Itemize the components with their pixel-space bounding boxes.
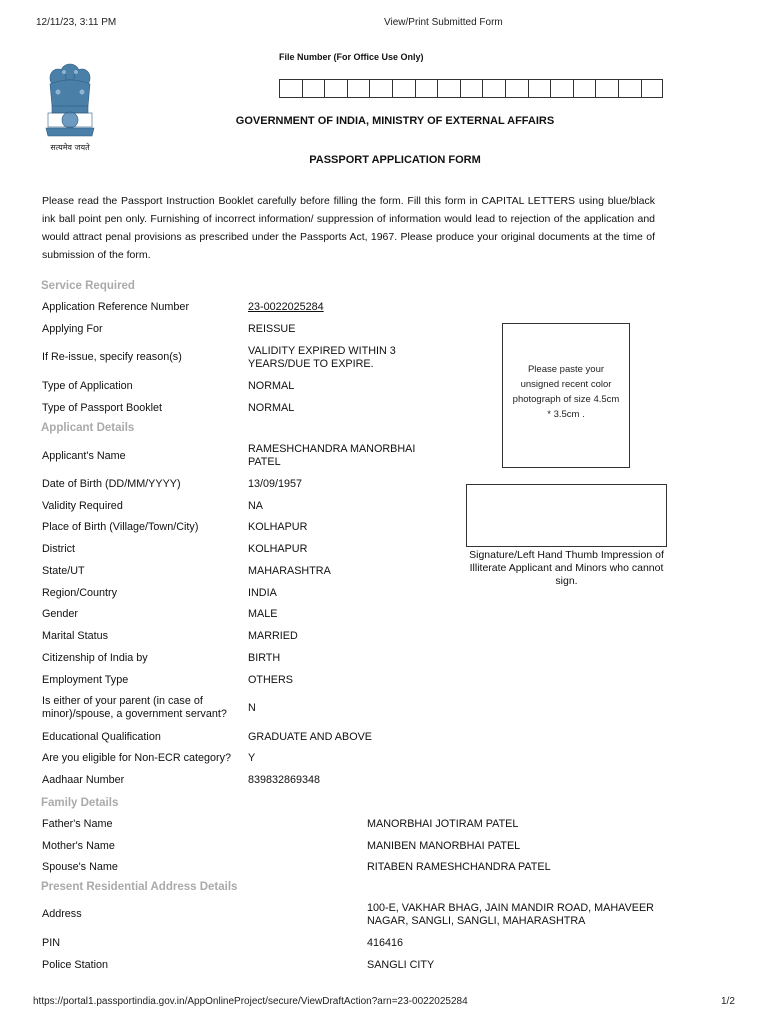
section-heading-service: Service Required	[41, 280, 135, 292]
signature-instructions: Signature/Left Hand Thumb Impression of Illiterate Applicant and Minors who cannot sign.	[469, 549, 664, 587]
field-label: Aadhaar Number	[42, 774, 125, 786]
field-label: Type of Passport Booklet	[42, 402, 163, 414]
field-label: Educational Qualification	[42, 731, 161, 743]
field-label: Police Station	[42, 959, 109, 971]
field-label: Region/Country	[42, 587, 118, 599]
section-heading-address: Present Residential Address Details	[41, 881, 238, 893]
field-label: Place of Birth (Village/Town/City)	[42, 521, 199, 533]
field-label: Is either of your parent (in case of minor)/spouse, a government servant?	[42, 695, 227, 720]
field-value: MAHARASHTRA	[248, 565, 331, 577]
field-label: Spouse's Name	[42, 861, 118, 873]
instructions-paragraph: Please read the Passport Instruction Booklet carefully before filling the form. Fill this form in CAPITAL LETTERS using blue/black ink ball point pen only. Furnishing of incorrect information/ suppression of information would lead to rejection of the application and would attract penal provisions as prescribed under the Passports Act, 1967. Please produce your original documents at the time of submission of the form.	[42, 195, 655, 261]
file-number-cell	[437, 79, 460, 98]
field-label: District	[42, 543, 75, 555]
print-datetime: 12/11/23, 3:11 PM	[36, 17, 117, 28]
field-value: BIRTH	[248, 652, 281, 664]
field-value: NORMAL	[248, 402, 295, 414]
field-label: Marital Status	[42, 630, 109, 642]
field-value: MARRIED	[248, 630, 298, 642]
field-value: SANGLI CITY	[367, 959, 435, 971]
file-number-cell	[324, 79, 347, 98]
print-title: View/Print Submitted Form	[384, 17, 503, 28]
field-value: OTHERS	[248, 674, 293, 686]
field-value: INDIA	[248, 587, 277, 599]
field-value: KOLHAPUR	[248, 543, 308, 555]
file-number-cell	[302, 79, 325, 98]
field-label: If Re-issue, specify reason(s)	[42, 351, 182, 363]
file-number-cell	[279, 79, 302, 98]
file-number-label: File Number (For Office Use Only)	[279, 52, 424, 62]
file-number-cell	[482, 79, 505, 98]
field-label: Gender	[42, 608, 79, 620]
field-label: Type of Application	[42, 380, 133, 392]
file-number-cell	[460, 79, 483, 98]
field-value: MANORBHAI JOTIRAM PATEL	[367, 818, 519, 830]
emblem-motto: सत्यमेव जयते	[50, 143, 90, 152]
field-value: GRADUATE AND ABOVE	[248, 731, 372, 743]
field-label: Mother's Name	[42, 840, 115, 852]
field-value: N	[248, 702, 256, 714]
field-label: Application Reference Number	[42, 301, 190, 313]
field-label: State/UT	[42, 565, 85, 577]
file-number-cell	[505, 79, 528, 98]
field-value: MALE	[248, 608, 278, 620]
field-label: Address	[42, 908, 82, 920]
field-value: MANIBEN MANORBHAI PATEL	[367, 840, 521, 852]
field-value: Y	[248, 752, 256, 764]
field-value: RITABEN RAMESHCHANDRA PATEL	[367, 861, 551, 873]
field-label: Citizenship of India by	[42, 652, 148, 664]
national-emblem-icon	[38, 62, 102, 154]
field-value: 100-E, VAKHAR BHAG, JAIN MANDIR ROAD, MAHAVEER NAGAR, SANGLI, SANGLI, MAHARASHTRA	[367, 902, 654, 927]
signature-box	[466, 484, 667, 547]
file-number-cell	[550, 79, 573, 98]
form-title: PASSPORT APPLICATION FORM	[309, 154, 481, 166]
section-heading-applicant: Applicant Details	[41, 422, 135, 434]
field-label: Are you eligible for Non-ECR category?	[42, 752, 232, 764]
photo-instructions: Please paste your unsigned recent color photograph of size 4.5cm * 3.5cm .	[512, 364, 620, 420]
field-value: RAMESHCHANDRA MANORBHAI PATEL	[248, 443, 416, 468]
page-number: 1/2	[721, 996, 735, 1007]
field-label: Applying For	[42, 323, 103, 335]
file-number-cell	[641, 79, 664, 98]
photo-placeholder-box	[502, 323, 630, 468]
field-value: NORMAL	[248, 380, 295, 392]
field-label: Applicant's Name	[42, 450, 126, 462]
page-url: https://portal1.passportindia.gov.in/AppOnlineProject/secure/ViewDraftAction?arn=23-0022025284	[33, 996, 468, 1007]
field-label: Validity Required	[42, 500, 123, 512]
field-value: REISSUE	[248, 323, 296, 335]
application-reference-number: 23-0022025284	[248, 301, 324, 313]
field-value: 416416	[367, 937, 404, 949]
government-title: GOVERNMENT OF INDIA, MINISTRY OF EXTERNAL AFFAIRS	[235, 115, 555, 127]
file-number-cell	[595, 79, 618, 98]
file-number-cell	[392, 79, 415, 98]
file-number-cell	[415, 79, 438, 98]
field-value: 839832869348	[248, 774, 321, 786]
file-number-boxes	[279, 79, 663, 98]
field-label: PIN	[42, 937, 60, 949]
field-label: Date of Birth (DD/MM/YYYY)	[42, 478, 181, 490]
field-value: VALIDITY EXPIRED WITHIN 3 YEARS/DUE TO EXPIRE.	[248, 345, 396, 370]
field-label: Employment Type	[42, 674, 129, 686]
field-value: KOLHAPUR	[248, 521, 308, 533]
file-number-cell	[347, 79, 370, 98]
field-value: NA	[248, 500, 263, 512]
file-number-cell	[618, 79, 641, 98]
file-number-cell	[573, 79, 596, 98]
field-value: 13/09/1957	[248, 478, 303, 490]
file-number-cell	[369, 79, 392, 98]
section-heading-family: Family Details	[41, 797, 119, 809]
file-number-cell	[528, 79, 551, 98]
field-label: Father's Name	[42, 818, 113, 830]
